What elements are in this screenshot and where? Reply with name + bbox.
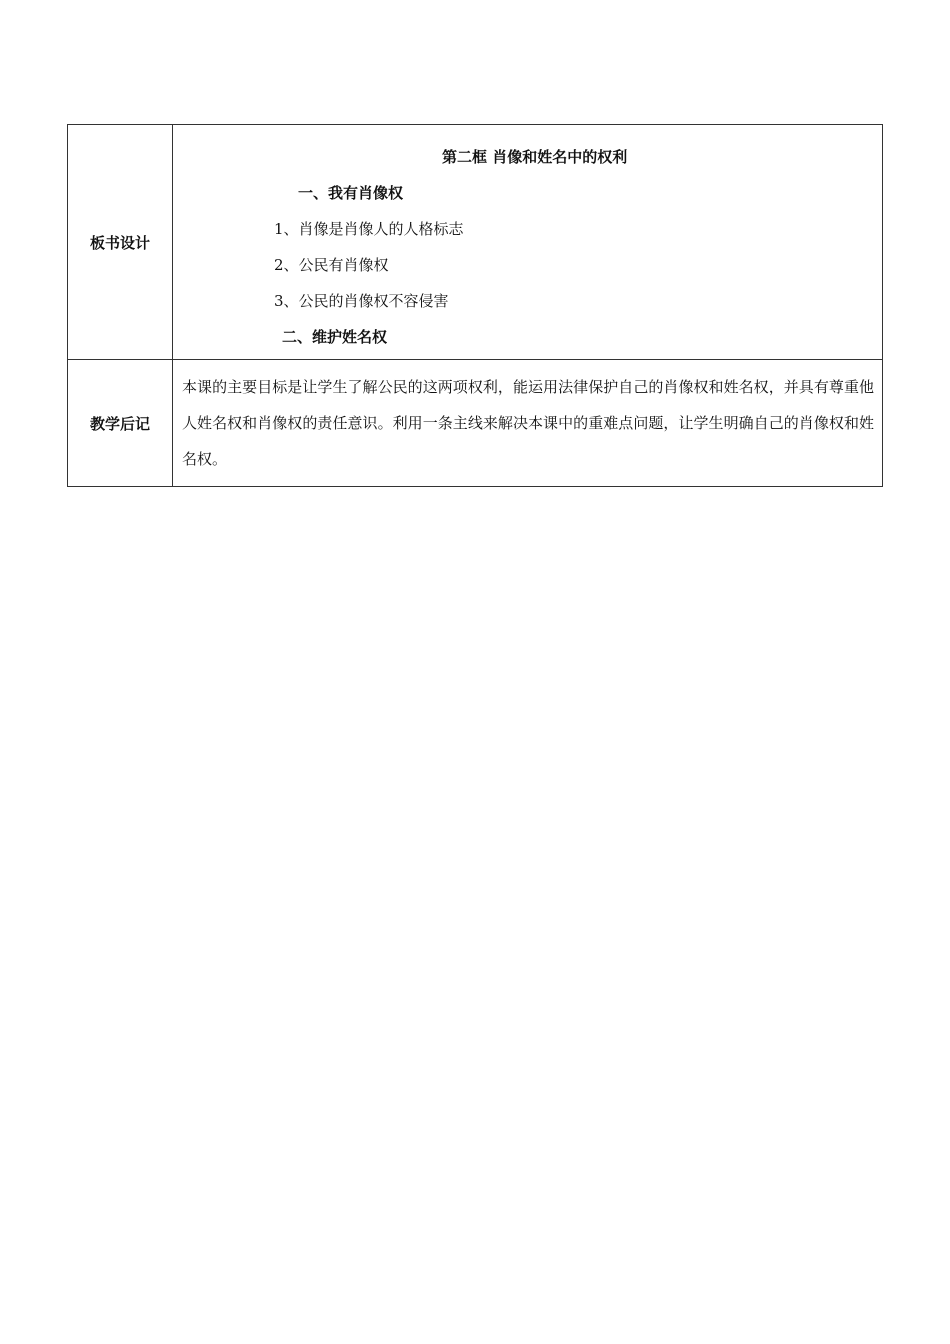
table-row-board-design — [68, 125, 883, 360]
board-title: 第二框 肖像和姓名中的权利 — [442, 148, 628, 166]
row-label-board-design: 板书设计 — [68, 125, 173, 360]
list-item: 2、公民有肖像权 — [274, 256, 389, 274]
teaching-notes-text: 本课的主要目标是让学生了解公民的这两项权利，能运用法律保护自己的肖像权和姓名权，并具有尊重他人姓名权和肖像权的责任意识。利用一条主线来解决本课中的重难点问题，让学生明确自己的肖像权和姓名权。 — [182, 378, 874, 468]
board-design-content — [173, 125, 883, 360]
list-item: 1、肖像是肖像人的人格标志 — [274, 220, 464, 238]
section-heading-name-right: 二、维护姓名权 — [282, 328, 388, 346]
teaching-notes-content — [173, 360, 883, 487]
lesson-plan-table — [67, 124, 883, 487]
section-heading-portrait-right: 一、我有肖像权 — [298, 184, 404, 202]
list-item: 3、公民的肖像权不容侵害 — [274, 292, 449, 310]
board-design-inner — [173, 125, 882, 359]
row-label-teaching-notes: 教学后记 — [68, 360, 173, 487]
table-row-teaching-notes — [68, 360, 883, 487]
